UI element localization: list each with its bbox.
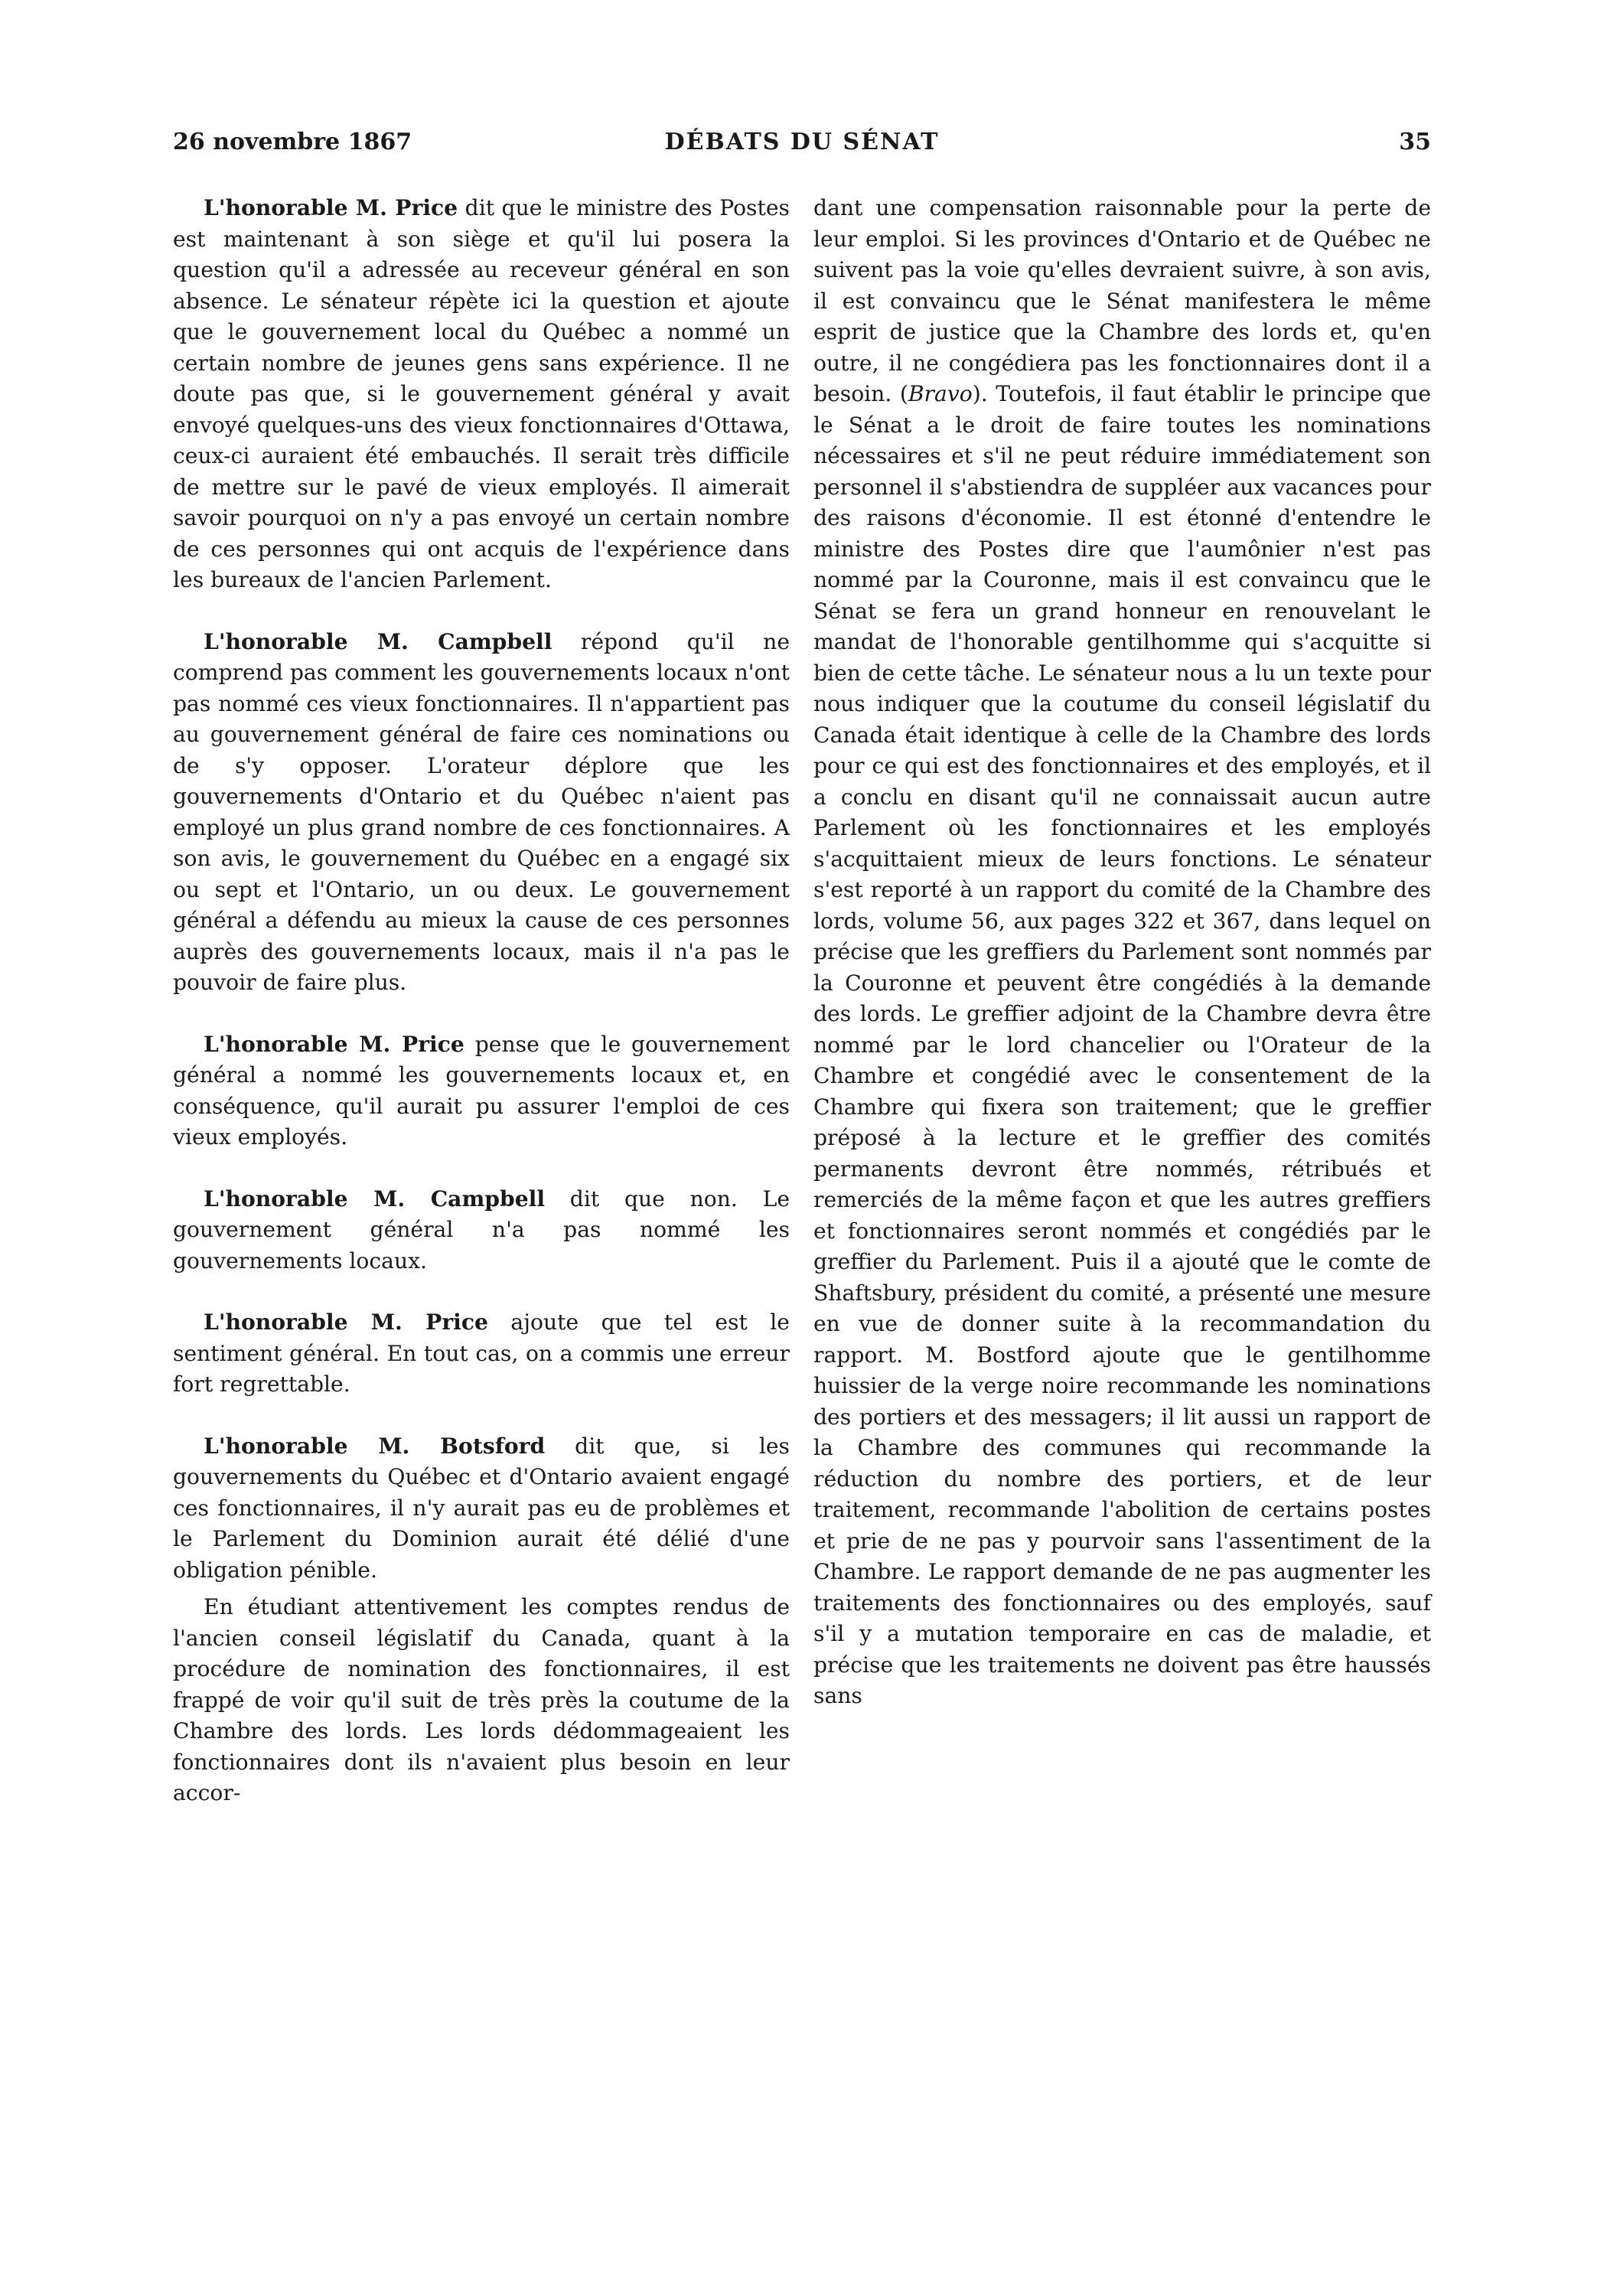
speaker-name: L'honorable M. Price <box>204 1309 488 1335</box>
speaker-name: L'honorable M. Campbell <box>204 1186 546 1212</box>
paragraph-text: répond qu'il ne comprend pas comment les gouvernements locaux n'ont pas nommé ces vieux fonctionnaires. Il n'appartient pas au gouvernement général de faire ces nominations ou de s'y opposer. L'orateur déplore que les gouvernements d'Ontario et du Québec n'aient pas employé un plus grand nombre de ces fonctionnaires. A son avis, le gouvernement du Québec en a engagé six ou sept et l'Ontario, un ou deux. Le gouvernement général a défendu au mieux la cause de ces personnes auprès des gouvernements locaux, mais il n'a pas le pouvoir de faire plus. <box>173 628 790 995</box>
speaker-name: L'honorable M. Botsford <box>204 1433 546 1459</box>
header-title: DÉBATS DU SÉNAT <box>664 129 940 155</box>
speaker-name: L'honorable M. Campbell <box>204 628 553 654</box>
paragraph-text: dit que, si les gouvernements du Québec et d'Ontario avaient engagé ces fonctionnaires, il n'y aurait pas eu de problèmes et le Parlement du Dominion aurait été délié d'une obligation pénible. <box>173 1433 790 1583</box>
paragraph-text: dit que le ministre des Postes est maintenant à son siège et qu'il lui posera la question qu'il a adressée au receveur général en son absence. Le sénateur répète ici la question et ajoute que le gouvernement local du Québec a nommé un certain nombre de jeunes gens sans expérience. Il ne doute pas que, si le gouvernement général y avait envoyé quelques-uns des vieux fonctionnaires d'Ottawa, ceux-ci auraient été embauchés. Il serait très difficile de mettre sur le pavé de vieux employés. Il aimerait savoir pourquoi on n'y a pas envoyé un certain nombre de ces personnes qui ont acquis de l'expérience dans les bureaux de l'ancien Parlement. <box>173 195 790 592</box>
speaker-name: L'honorable M. Price <box>204 195 458 220</box>
paragraph-text: dant une compensation raisonnable pour la perte de leur emploi. Si les provinces d'Ontario et de Québec ne suivent pas la voie qu'elles devraient suivre, à son avis, il est convaincu que le Sénat manifestera le même esprit de justice que la Chambre des lords et, qu'en outre, il ne congédiera pas les fonctionnaires dont il a besoin. ( <box>813 195 1431 406</box>
paragraph-campbell-2 <box>173 1184 790 1277</box>
paragraph-text: En étudiant attentivement les comptes rendus de l'ancien conseil législatif du Canada, quant à la procédure de nomination des fonctionnaires, il est frappé de voir qu'il suit de très près la coutume de la Chambre des lords. Les lords dédommageaient les fonctionnaires dont ils n'avaient plus besoin en leur accor- <box>173 1594 790 1805</box>
paragraph-botsford-1 <box>173 1431 790 1587</box>
paragraph-text: ). Toutefois, il faut établir le principe que le Sénat a le droit de faire toutes les nominations nécessaires et s'il ne peut réduire immédiatement son personnel il s'abstiendra de suppléer aux vacances pour des raisons d'économie. Il est étonné d'entendre le ministre des Postes dire que l'aumônier n'est pas nommé par la Couronne, mais il est convaincu que le Sénat se fera un grand honneur en renouvelant le mandat de l'honorable gentilhomme qui s'acquitte si bien de cette tâche. Le sénateur nous a lu un texte pour nous indiquer que la coutume du conseil législatif du Canada était identique à celle de la Chambre des lords pour ce qui est des fonctionnaires et des employés, et il a conclu en disant qu'il ne connaissait aucun autre Parlement où les fonctionnaires et les employés s'acquittaient mieux de leurs fonctions. Le sénateur s'est reporté à un rapport du comité de la Chambre des lords, volume 56, aux pages 322 et 367, dans lequel on précise que les greffiers du Parlement sont nommés par la Couronne et peuvent être congédiés à la demande des lords. Le greffier adjoint de la Chambre devra être nommé par le lord chancelier ou l'Orateur de la Chambre et congédié avec le consentement de la Chambre qui fixera son traitement; que le greffier préposé à la lecture et le greffier des comités permanents devront être nommés, rétribués et remerciés de la même façon et que les autres greffiers et fonctionnaires seront nommés et congédiés par le greffier du Parlement. Puis il a ajouté que le comte de Shaftsbury, président du comité, a présenté une mesure en vue de donner suite à la recommandation du rapport. M. Bostford ajoute que le gentilhomme huissier de la verge noire recommande les nominations des portiers et des messagers; il lit aussi un rapport de la Chambre des communes qui recommande la réduction du nombre des portiers, et de leur traitement, recommande l'abolition de certains postes et prie de ne pas y pourvoir sans l'assentiment de la Chambre. Le rapport demande de ne pas augmenter les traitements des fonctionnaires ou des employés, sauf s'il y a mutation temporaire en cas de maladie, et précise que les traitements ne doivent pas être haussés sans <box>813 381 1432 1708</box>
paragraph-text: ajoute que tel est le sentiment général. En tout cas, on a commis une erreur fort regrettable. <box>173 1309 790 1397</box>
speaker-name: L'honorable M. Price <box>204 1031 464 1057</box>
header-page-number: 35 <box>1399 129 1431 155</box>
right-column <box>813 193 1431 1712</box>
paragraph-botsford-2 <box>173 1592 790 1809</box>
paragraph-campbell-1 <box>173 627 790 999</box>
paragraph-botsford-continued <box>813 193 1431 1712</box>
interjection-text: Bravo <box>908 381 973 406</box>
paragraph-price-3 <box>173 1307 790 1401</box>
left-column <box>173 193 790 1809</box>
paragraph-price-2 <box>173 1029 790 1153</box>
paragraph-text: dit que non. Le gouvernement général n'a pas nommé les gouvernements locaux. <box>173 1186 790 1274</box>
paragraph-text: pense que le gouvernement général a nommé les gouvernements locaux et, en conséquence, qu'il aurait pu assurer l'emploi de ces vieux employés. <box>173 1031 790 1150</box>
paragraph-price-1 <box>173 193 790 596</box>
page-header <box>173 127 1431 173</box>
header-date: 26 novembre 1867 <box>173 129 412 155</box>
